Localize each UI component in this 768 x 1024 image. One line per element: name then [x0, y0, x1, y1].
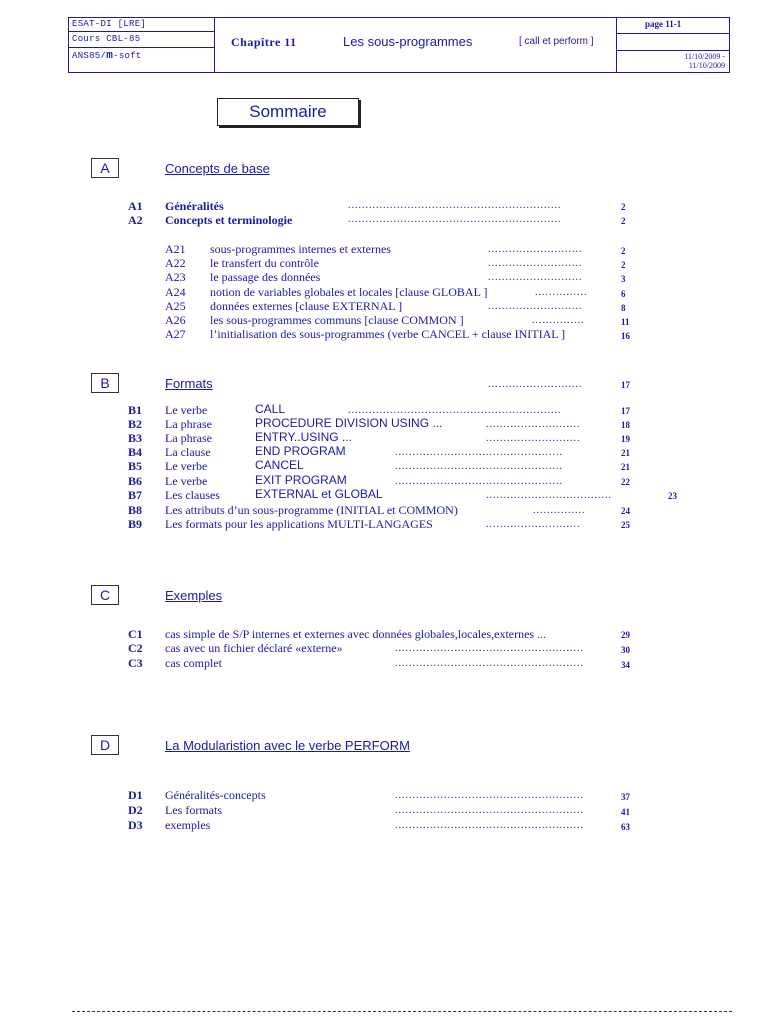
- toc-sublabel[interactable]: le transfert du contrôle: [210, 256, 319, 270]
- toc-leader: ...............: [533, 505, 586, 516]
- toc-page: 41: [621, 807, 630, 817]
- toc-subcode: A22: [165, 256, 186, 270]
- toc-label[interactable]: Les formats: [165, 803, 222, 817]
- header-divider: [616, 18, 617, 72]
- toc-sublabel[interactable]: les sous-programmes communs [clause COMMON ]: [210, 313, 464, 327]
- toc-code: B8: [128, 503, 143, 517]
- toc-leader: ......................................................: [395, 658, 584, 669]
- toc-sublabel[interactable]: notion de variables globales et locales [clause GLOBAL ]: [210, 285, 488, 299]
- toc-label[interactable]: exemples: [165, 818, 211, 832]
- toc-leader: ......................................................: [395, 805, 584, 816]
- toc-code: D1: [128, 788, 143, 802]
- toc-leader: ...............: [532, 315, 585, 326]
- toc-code: D3: [128, 818, 143, 832]
- header-divider: [214, 18, 215, 72]
- toc-kind: La phrase: [165, 417, 212, 431]
- toc-page: 17: [621, 380, 630, 390]
- toc-page: 2: [621, 260, 626, 270]
- toc-label[interactable]: PROCEDURE DIVISION USING ...: [255, 416, 443, 430]
- toc-code: A2: [128, 213, 143, 227]
- toc-code: B2: [128, 417, 143, 431]
- toc-page: 11: [621, 317, 630, 327]
- toc-leader: ...........................: [488, 379, 583, 390]
- toc-leader: ...........................: [488, 244, 583, 255]
- toc-leader: .............................................................: [348, 200, 562, 211]
- toc-label[interactable]: EXTERNAL et GLOBAL: [255, 487, 383, 501]
- toc-page: 29: [621, 630, 630, 640]
- section-a-letter: A: [91, 158, 119, 178]
- toc-subcode: A25: [165, 299, 186, 313]
- toc-subcode: A27: [165, 327, 186, 341]
- toc-leader: ......................................................: [395, 790, 584, 801]
- chapter-title: Les sous-programmes: [343, 34, 473, 49]
- toc-page: 23: [668, 491, 677, 501]
- toc-code: B5: [128, 459, 143, 473]
- toc-label[interactable]: CANCEL: [255, 458, 304, 472]
- toc-label[interactable]: CALL: [255, 402, 286, 416]
- toc-page: 17: [621, 406, 630, 416]
- toc-label[interactable]: ENTRY..USING ...: [255, 430, 352, 444]
- toc-page: 2: [621, 246, 626, 256]
- toc-leader: ................................................: [395, 476, 563, 487]
- toc-code: B1: [128, 403, 143, 417]
- toc-page: 6: [621, 289, 626, 299]
- toc-label[interactable]: Les formats pour les applications MULTI-LANGAGES: [165, 517, 433, 531]
- toc-subcode: A26: [165, 313, 186, 327]
- toc-leader: ...........................: [488, 301, 583, 312]
- toc-label[interactable]: Généralités: [165, 199, 224, 213]
- section-d-title[interactable]: La Modularistion avec le verbe PERFORM: [165, 738, 410, 753]
- toc-leader: ......................................................: [395, 643, 584, 654]
- toc-leader: ....................................: [486, 490, 612, 501]
- toc-kind: Le verbe: [165, 474, 208, 488]
- toc-label[interactable]: Concepts et terminologie: [165, 213, 293, 227]
- toc-leader: ................................................: [395, 461, 563, 472]
- header-org: ESAT-DI [LRE]: [72, 19, 147, 29]
- header-ans: ANS85/m-soft: [72, 50, 142, 62]
- header-divider: [69, 31, 214, 32]
- toc-leader: ...........................: [486, 433, 581, 444]
- toc-kind: Le verbe: [165, 403, 208, 417]
- toc-page: 18: [621, 420, 630, 430]
- toc-code: C3: [128, 656, 143, 670]
- toc-sublabel[interactable]: le passage des données: [210, 270, 321, 284]
- footer-divider: [72, 1011, 732, 1012]
- section-c-title[interactable]: Exemples: [165, 588, 223, 603]
- toc-subcode: A21: [165, 242, 186, 256]
- section-c-letter: C: [91, 585, 119, 605]
- toc-page: 63: [621, 822, 630, 832]
- toc-label[interactable]: cas complet: [165, 656, 222, 670]
- toc-label[interactable]: Les attributs d’un sous-programme (INITIAL et COMMON): [165, 503, 458, 517]
- toc-leader: ...............: [535, 287, 587, 298]
- toc-leader: ...........................: [486, 519, 581, 530]
- toc-page: 30: [621, 645, 630, 655]
- toc-leader: ...........................: [488, 272, 583, 283]
- toc-page: 2: [621, 216, 626, 226]
- section-b-title[interactable]: Formats: [165, 376, 213, 391]
- toc-label[interactable]: Généralités-concepts: [165, 788, 266, 802]
- summary-title: Sommaire: [217, 98, 359, 126]
- chapter-label: Chapître 11: [231, 35, 297, 49]
- toc-code: B7: [128, 488, 143, 502]
- toc-subcode: A23: [165, 270, 186, 284]
- toc-page: 2: [621, 202, 626, 212]
- toc-kind: Les clauses: [165, 488, 220, 502]
- toc-sublabel[interactable]: données externes [clause EXTERNAL ]: [210, 299, 403, 313]
- header-divider: [616, 50, 729, 51]
- toc-code: C2: [128, 641, 143, 655]
- toc-code: B3: [128, 431, 143, 445]
- toc-leader: ................................................: [395, 447, 563, 458]
- toc-page: 3: [621, 274, 626, 284]
- toc-label[interactable]: END PROGRAM: [255, 444, 346, 458]
- toc-code: B9: [128, 517, 143, 531]
- toc-code: B6: [128, 474, 143, 488]
- header-date: 11/10/2009 - 11/10/2009: [684, 52, 725, 70]
- page-header: [68, 17, 730, 73]
- toc-label[interactable]: cas simple de S/P internes et externes avec données globales,locales,externes ...: [165, 627, 547, 641]
- page-number: page 11-1: [645, 19, 682, 29]
- toc-code: B4: [128, 445, 143, 459]
- toc-page: 19: [621, 434, 630, 444]
- toc-page: 16: [621, 331, 630, 341]
- toc-label[interactable]: EXIT PROGRAM: [255, 473, 347, 487]
- section-a-title[interactable]: Concepts de base: [165, 161, 270, 176]
- toc-kind: Le verbe: [165, 459, 208, 473]
- toc-leader: .............................................................: [348, 214, 562, 225]
- chapter-subtitle: [ call et perform ]: [519, 36, 594, 47]
- toc-leader: .............................................................: [348, 405, 562, 416]
- toc-page: 24: [621, 506, 630, 516]
- toc-leader: ......................................................: [395, 820, 584, 831]
- header-divider: [69, 47, 214, 48]
- toc-page: 22: [621, 477, 630, 487]
- toc-leader: ...........................: [488, 258, 583, 269]
- toc-leader: ...........................: [486, 419, 581, 430]
- header-divider: [616, 33, 729, 34]
- toc-page: 34: [621, 660, 630, 670]
- toc-kind: La phrase: [165, 431, 212, 445]
- toc-code: A1: [128, 199, 143, 213]
- toc-code: C1: [128, 627, 143, 641]
- toc-page: 21: [621, 462, 630, 472]
- toc-page: 8: [621, 303, 626, 313]
- toc-code: D2: [128, 803, 143, 817]
- toc-page: 37: [621, 792, 630, 802]
- toc-label[interactable]: cas avec un fichier déclaré «externe»: [165, 641, 343, 655]
- toc-page: 25: [621, 520, 630, 530]
- section-d-letter: D: [91, 735, 119, 755]
- header-course: Cours CBL-85: [72, 34, 141, 44]
- toc-page: 21: [621, 448, 630, 458]
- section-b-letter: B: [91, 373, 119, 393]
- toc-kind: La clause: [165, 445, 211, 459]
- toc-sublabel[interactable]: l’initialisation des sous-programmes (verbe CANCEL + clause INITIAL ]: [210, 327, 566, 341]
- toc-sublabel[interactable]: sous-programmes internes et externes: [210, 242, 391, 256]
- toc-subcode: A24: [165, 285, 186, 299]
